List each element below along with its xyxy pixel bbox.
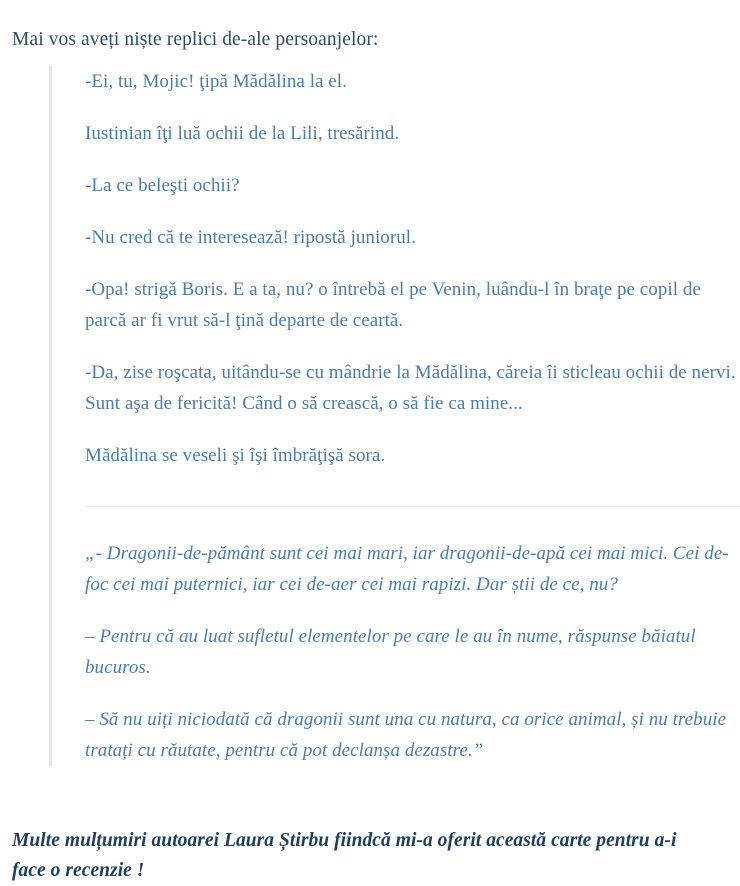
dialogue-line: -Da, zise roşcata, uitându-se cu mândrie la Mădălina, căreia îi sticleau ochii de nervi. Sunt aşa de fericită! Când o să crească, o să fie ca mine... [85, 362, 736, 414]
closing-acknowledgement: Multe mulțumiri autoarei Laura Știrbu fiindcă mi-a oferit această carte pentru a-i face o recenzie ! [12, 829, 677, 881]
dialogue-line: -Opa! strigă Boris. E a ta, nu? o întrebă el pe Venin, luându-l în braţe pe copil de parcă ar fi vrut să-l ţină departe de ceartă. [85, 279, 701, 331]
section-divider [85, 506, 740, 507]
dialogue-line: -La ce beleşti ochii? [85, 175, 240, 196]
excerpt-line: „- Dragonii-de-pământ sunt cei mai mari, iar dragonii-de-apă cei mai mici. Cei de-foc cei mai puternici, iar cei de-aer cei mai rapizi. Dar știi de ce, nu? [85, 543, 729, 595]
excerpt-line: – Să nu uiți niciodată că dragonii sunt una cu natura, ca orice animal, și nu trebuie tratați cu răutate, pentru că pot declanșa dezastre.” [85, 709, 727, 761]
intro-paragraph: Mai vos aveți niște replici de-ale persoanjelor: [12, 28, 379, 50]
dialogue-line: Mădălina se veseli şi îşi îmbrăţişă sora. [85, 445, 386, 466]
dialogue-line: -Nu cred că te interesează! ripostă juniorul. [85, 227, 416, 248]
dialogue-line: -Ei, tu, Mojic! ţipă Mădălina la el. [85, 71, 347, 92]
dialogue-line: Iustinian îţi luă ochii de la Lili, tresărind. [85, 123, 400, 144]
blockquote-excerpt [49, 66, 740, 766]
excerpt-line: – Pentru că au luat sufletul elementelor pe care le au în nume, răspunse băiatul bucuros. [85, 626, 696, 678]
